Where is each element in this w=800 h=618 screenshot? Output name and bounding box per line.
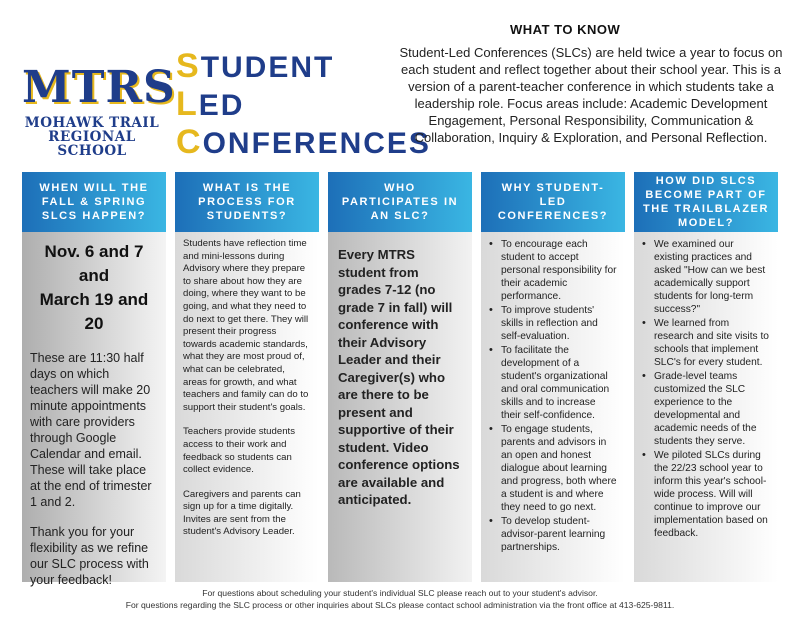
what-to-know-body: Student-Led Conferences (SLCs) are held twice a year to focus on each student and reflect together about their school year. This is a version of a parent-teacher conference in which students take a leadership role. Focus areas include: Academic Development Engagement, Personal Responsibility, Communication & Collaboration, Inquiry & Exploration, and Personal Reflection. (399, 45, 783, 145)
footer (0, 587, 800, 611)
title-rest-3: ONFERENCES (202, 127, 431, 160)
what-to-know-heading: WHAT TO KNOW (510, 22, 621, 37)
logo-school-line2: REGIONAL SCHOOL (48, 129, 136, 159)
school-logo (22, 62, 176, 159)
title-rest-1: TUDENT (200, 51, 335, 84)
process-paragraph-3: Caregivers and parents can sign up for a time digitally. Invites are sent from the student's Advisory Leader. (183, 488, 301, 538)
column-why (481, 172, 625, 582)
date-line-1: Nov. 6 and 7 (44, 242, 144, 261)
when-paragraph-1: These are 11:30 half days on which teachers will make 20 minute appointments with care providers through Google Calendar and email. These will take place at the end of trimester 1 and 2. (30, 351, 152, 509)
column-who-header-text: WHO PARTICIPATES IN AN SLC? (341, 182, 459, 222)
column-who-header (328, 172, 472, 232)
column-how-header (634, 172, 778, 232)
logo-school-line1: MOHAWK TRAIL (24, 115, 160, 131)
date-line-2: and (78, 266, 110, 285)
date-line-3: March 19 and 20 (39, 290, 149, 333)
column-why-header (481, 172, 625, 232)
column-when-header-text: WHEN WILL THE FALL & SPRING SLCS HAPPEN? (39, 182, 149, 222)
list-item: • We examined our existing practices and asked "How can we best academically support students for long-term success?" (642, 238, 770, 316)
column-when-header (22, 172, 166, 232)
list-item: • To develop student-advisor-parent learning partnerships. (489, 515, 617, 554)
title-initial-l: L (176, 85, 199, 123)
list-item: • To facilitate the development of a student's organizational and oral communication skills and to increase their self-confidence. (489, 344, 617, 422)
title-initial-s: S (176, 47, 201, 85)
column-process (175, 172, 319, 582)
process-paragraph-2: Teachers provide students access to their work and feedback so students can collect evidence. (183, 426, 295, 476)
column-who-body (328, 232, 472, 582)
column-how-body (634, 232, 778, 582)
list-item: • We learned from research and site visits to schools that implement SLC's for every student. (642, 317, 770, 369)
column-who (328, 172, 472, 582)
when-paragraph-2: Thank you for your flexibility as we refine our SLC process with your feedback! (30, 525, 149, 587)
process-paragraph-1: Students have reflection time and mini-lessons during Advisory where they prepare to share about how they are doing, where they want to be going, and what they need to do next to get there. They will present their progress towards academic standards, what they are most proud of, what can be celebrated, areas for growth, and what teachers and family can do to support their student's goals. (183, 238, 309, 413)
column-when-body (22, 232, 166, 587)
list-item: • To encourage each student to accept personal responsibility for their academic performance. (489, 238, 617, 303)
column-process-header-text: WHAT IS THE PROCESS FOR STUDENTS? (198, 182, 296, 222)
column-why-header-text: WHY STUDENT-LED CONFERENCES? (497, 182, 609, 222)
list-item: • To engage students, parents and advisors in an open and honest dialogue about learning and progress, both where a student is and where they need to go next. (489, 423, 617, 514)
column-why-body (481, 232, 625, 582)
column-when (22, 172, 166, 587)
column-process-header (175, 172, 319, 232)
title-initial-c: C (176, 123, 203, 161)
logo-letters: MTRS (22, 62, 176, 113)
footer-line-1: For questions about scheduling your student's individual SLC please reach out to your student's advisor. (202, 588, 598, 598)
how-list (642, 238, 770, 540)
list-item: • To improve students' skills in reflection and self-evaluation. (489, 304, 617, 343)
footer-line-2: For questions regarding the SLC process or other inquiries about SLCs please contact school administration via the front office at 413-625-9811. (125, 600, 675, 610)
who-paragraph: Every MTRS student from grades 7-12 (no grade 7 in fall) will conference with their Advisory Leader and their Caregiver(s) who are there to be present and supportive of their student. Video conference options are available and anticipated. (338, 247, 460, 507)
column-process-body (175, 232, 319, 582)
list-item: • We piloted SLCs during the 22/23 school year to inform this year's school-wide process. Will will continue to improve our implementation based on feedback. (642, 449, 770, 540)
column-how (634, 172, 778, 582)
list-item: • Grade-level teams customized the SLC experience to the developmental and academic needs of the students they serve. (642, 370, 770, 448)
why-list (489, 238, 617, 554)
title-rest-2: ED (198, 89, 245, 122)
column-how-header-text: HOW DID SLCS BECOME PART OF THE TRAILBLAZER MODEL? (642, 175, 770, 229)
